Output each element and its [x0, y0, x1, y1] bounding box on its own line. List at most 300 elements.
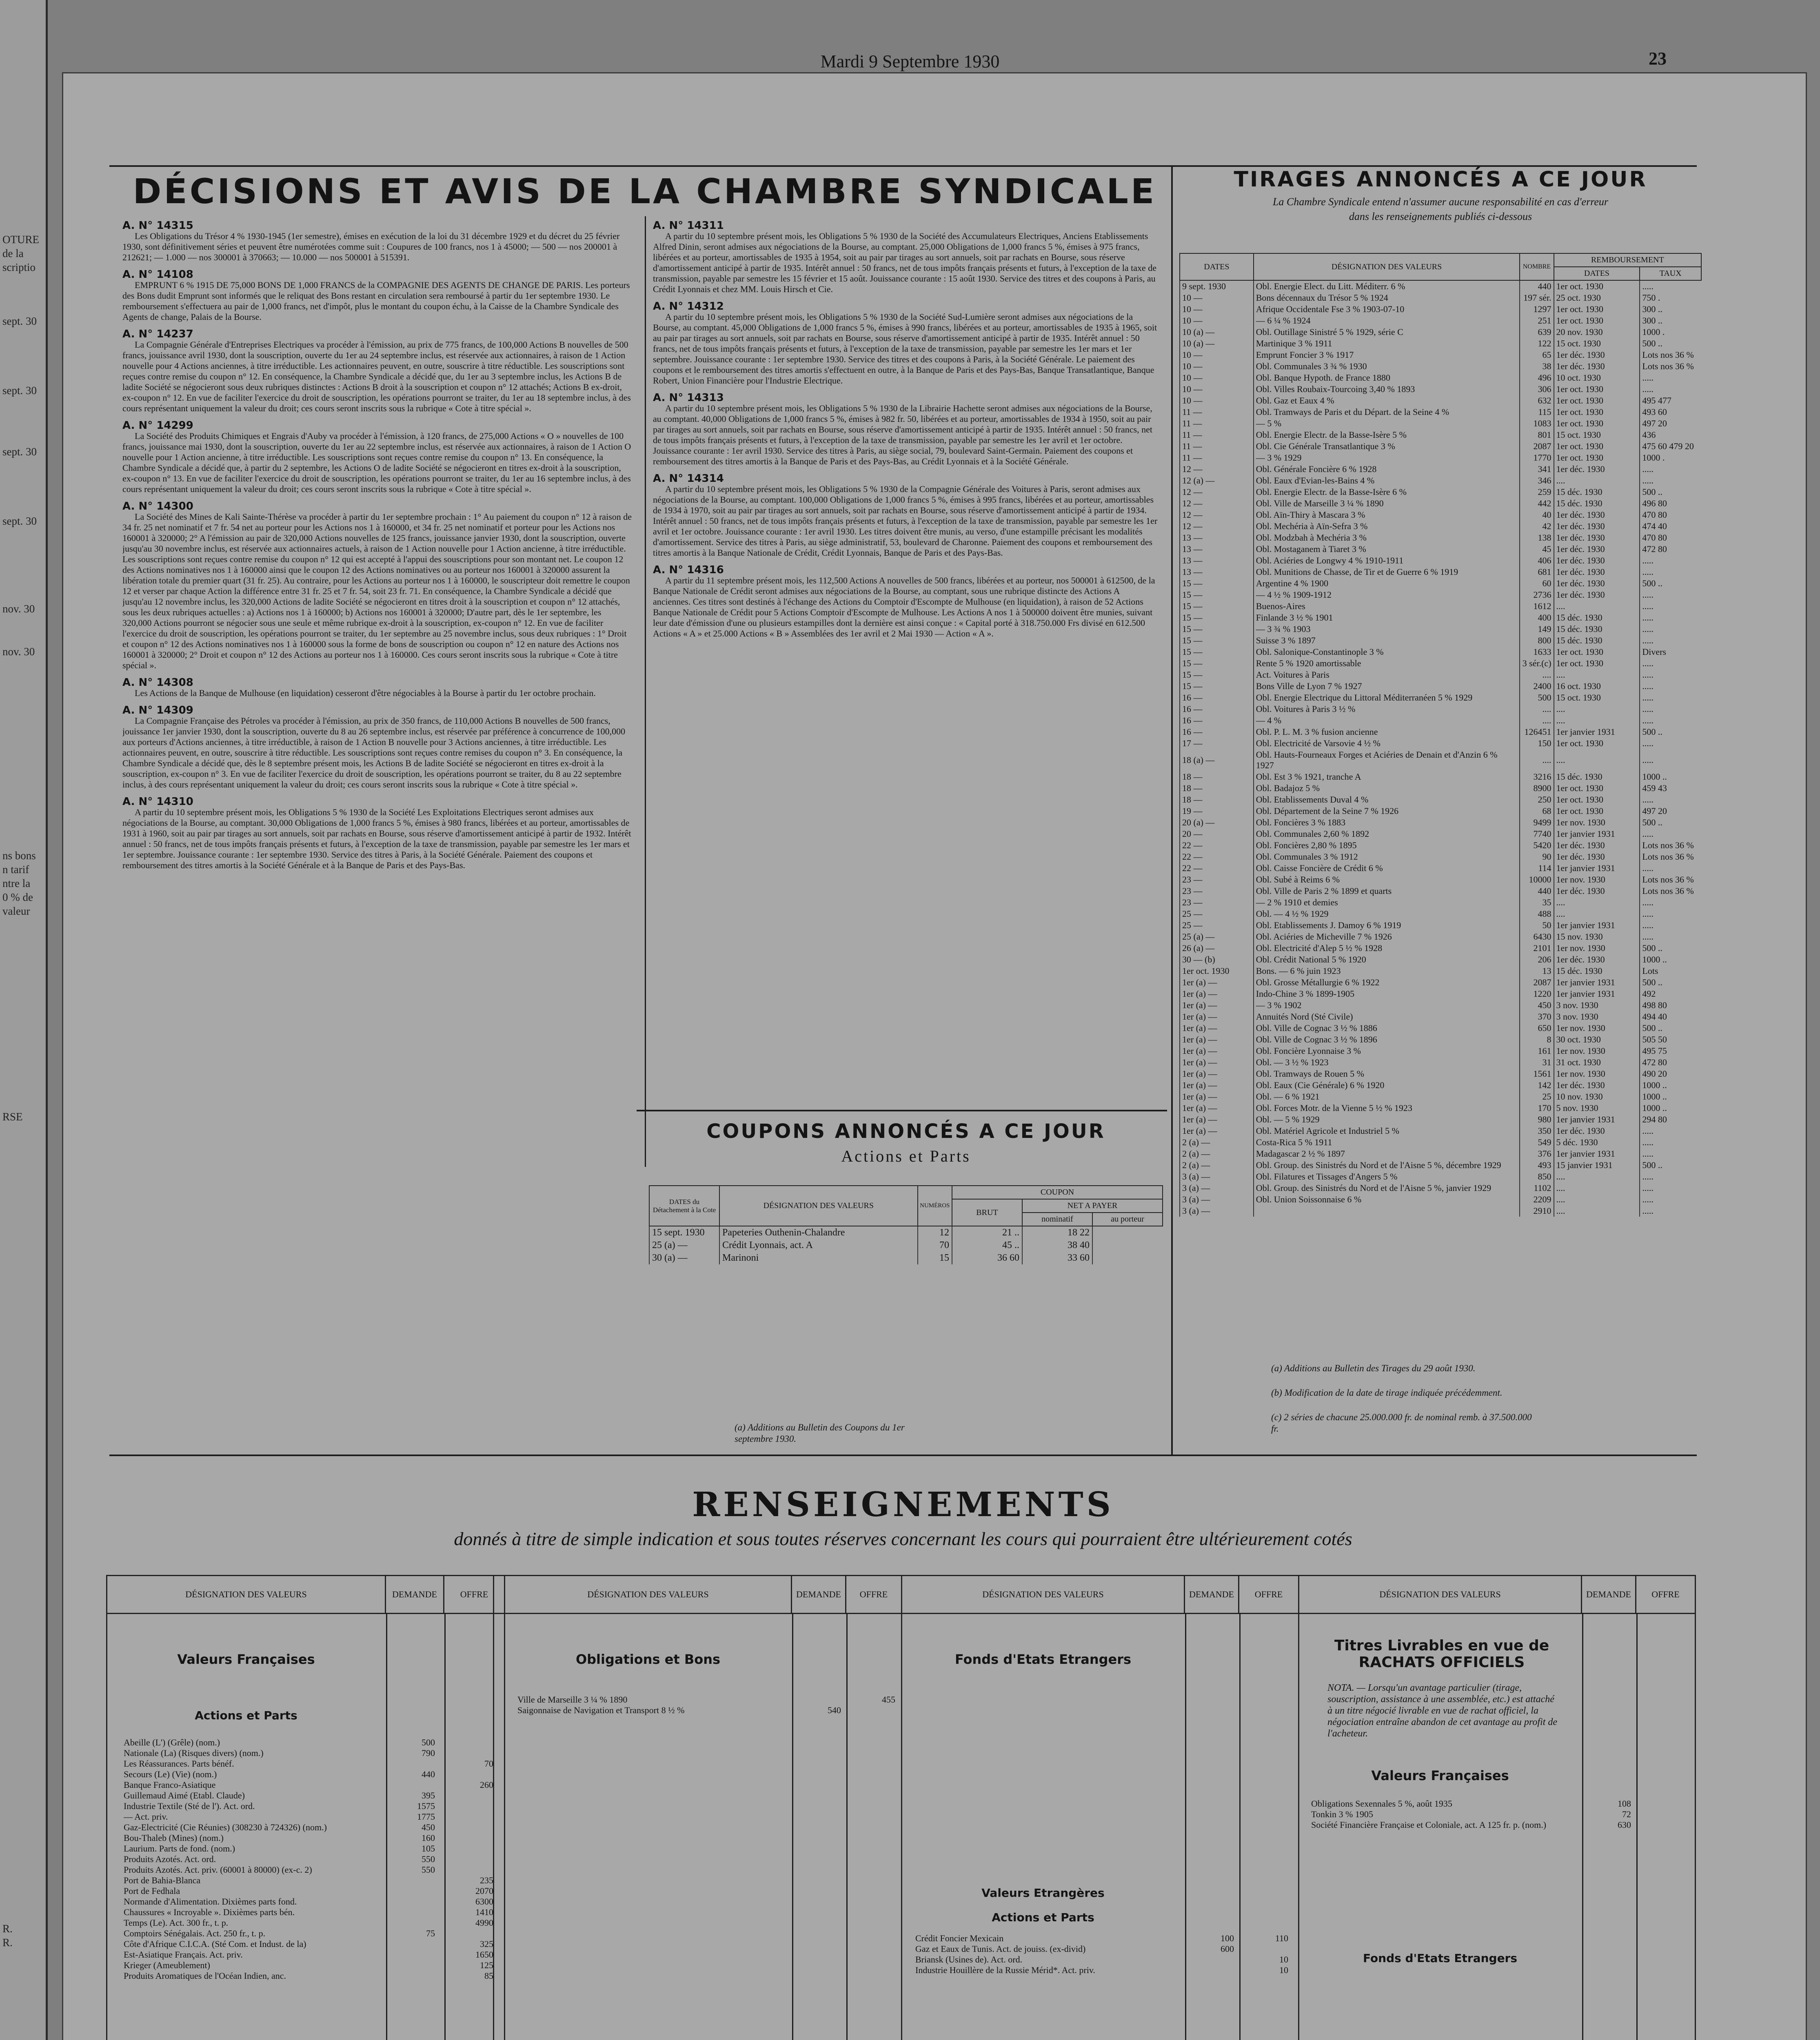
tirage-cell: 488: [1520, 908, 1554, 920]
tirage-cell: 1er déc. 1930: [1554, 578, 1640, 589]
value-offre: 260: [480, 1780, 493, 1790]
coupon-cell: Marinoni: [719, 1252, 918, 1264]
coupon-cell: 36 60: [952, 1252, 1022, 1264]
tirage-cell: .....: [1640, 1194, 1701, 1205]
tirage-cell: 23 —: [1180, 897, 1254, 908]
renseignements-subtitle: donnés à titre de simple indication et sous toutes réserves concernant les cours qui pourraient être ultérieurement cotés: [454, 1528, 1352, 1549]
tirage-cell: 500 ..: [1640, 486, 1701, 498]
margin-fragment: nov. 30: [2, 603, 35, 615]
value-demande: 395: [422, 1790, 435, 1801]
tirage-row: [1180, 885, 1701, 897]
tirage-row: [1180, 395, 1701, 406]
tirage-cell: ....: [1520, 669, 1554, 681]
tirage-cell: Lots: [1640, 965, 1701, 977]
tirage-cell: 114: [1520, 863, 1554, 874]
tirage-cell: 1er nov. 1930: [1554, 1045, 1640, 1057]
tirage-cell: 18 —: [1180, 771, 1254, 783]
tirage-cell: 10 —: [1180, 304, 1254, 315]
value-name: Produits Aromatiques de l'Océan Indien, anc.: [124, 1971, 286, 1981]
tirages-note: (a) Additions au Bulletin des Tirages du 29 août 1930.: [1271, 1363, 1476, 1373]
tirage-cell: ....: [1554, 715, 1640, 726]
notice-body: La Société des Produits Chimiques et Engrais d'Auby va procéder à l'émission, à 120 francs, de 275,000 Actions « O » nouvelles de 100 francs, jouissance mai 1930, dont la souscription, ouverte du 1er au 22 septembre inclus, est réservée aux actionnaires, à raison de 1 Action O nouvelle pour 1 Action ancienne, à titre irréductible. Les souscriptions sont reçues contre remise du coupon n° 13. En conséquence, la Chambre Syndicale a décidé que, à partir du 2 septembre, les Actions O de ladite Société se négocieront en titres ex-droit à la souscription, ex-coupon n° 13. En vue de faciliter l'exercice du droit de souscription, les opérations pourront se traiter, du 1er au 16 septembre inclus, à des cours représentant uniquement la valeur du droit; ces cours seront inscrits sous la rubrique « Cote à titre spécial ».: [122, 431, 631, 494]
tirage-cell: Obl. Eaux d'Evian-les-Bains 4 %: [1254, 475, 1520, 486]
tirage-row: [1180, 463, 1701, 475]
tirage-cell: ....: [1554, 703, 1640, 715]
tirage-cell: 1er oct. 1930: [1554, 738, 1640, 749]
tirage-cell: 1er déc. 1930: [1554, 509, 1640, 521]
tirage-row: [1180, 908, 1701, 920]
tirage-cell: 1633: [1520, 646, 1554, 658]
tirage-cell: Obl. Eaux (Cie Générale) 6 % 1920: [1254, 1080, 1520, 1091]
decisions-left-column: [122, 220, 633, 1220]
tirage-cell: 30 oct. 1930: [1554, 1034, 1640, 1045]
tirage-cell: 12 —: [1180, 486, 1254, 498]
tirage-cell: 1er oct. 1930: [1554, 658, 1640, 669]
tirage-cell: 2087: [1520, 977, 1554, 988]
col-header: nominatif: [1022, 1213, 1092, 1226]
value-demande: 105: [422, 1843, 435, 1854]
tirage-cell: 15 —: [1180, 578, 1254, 589]
tirage-cell: Afrique Occidentale Fse 3 % 1903-07-10: [1254, 304, 1520, 315]
tirage-cell: 450: [1520, 1000, 1554, 1011]
tirage-cell: 436: [1640, 429, 1701, 441]
tirage-cell: 11 —: [1180, 429, 1254, 441]
tirage-cell: 300 ..: [1640, 304, 1701, 315]
value-name: Produits Azotés. Act. priv. (60001 à 80000) (ex-c. 2): [124, 1865, 312, 1875]
tirage-cell: 149: [1520, 623, 1554, 635]
tirages-subtitle: dans les renseignements publiés ci-dessous: [1349, 211, 1532, 222]
value-demande: 108: [1618, 1798, 1631, 1809]
tirage-cell: 500: [1520, 692, 1554, 703]
tirage-cell: 16 —: [1180, 692, 1254, 703]
tirage-cell: 1er déc. 1930: [1554, 954, 1640, 965]
tirage-cell: 1er (a) —: [1180, 1034, 1254, 1045]
tirage-cell: 500 ..: [1640, 726, 1701, 738]
tirage-cell: 25 —: [1180, 920, 1254, 931]
tirage-cell: 1er oct. 1930: [1554, 805, 1640, 817]
tirage-cell: .....: [1640, 601, 1701, 612]
tirage-cell: 7740: [1520, 828, 1554, 840]
tirage-cell: 8900: [1520, 783, 1554, 794]
tirage-cell: 15 déc. 1930: [1554, 965, 1640, 977]
tirage-cell: 10 —: [1180, 395, 1254, 406]
tirage-cell: — 3 ¾ % 1903: [1254, 623, 1520, 635]
notice: [122, 796, 633, 871]
tirage-row: [1180, 988, 1701, 1000]
notice: [653, 565, 1159, 639]
coupon-cell: 18 22: [1022, 1226, 1092, 1239]
value-demande: 790: [422, 1748, 435, 1758]
value-demande: 550: [422, 1865, 435, 1875]
tirage-cell: 1er (a) —: [1180, 1045, 1254, 1057]
tirage-cell: 15 —: [1180, 601, 1254, 612]
tirage-cell: 470 80: [1640, 509, 1701, 521]
tirage-cell: 549: [1520, 1137, 1554, 1148]
col-header: DATES: [1554, 267, 1640, 280]
notice-head: A. N° 14313: [653, 392, 724, 404]
tirage-cell: 20 (a) —: [1180, 817, 1254, 828]
value-offre: 70: [484, 1758, 493, 1769]
value-name: Abeille (L') (Grêle) (nom.): [124, 1737, 220, 1747]
notice: [122, 329, 633, 414]
tirage-cell: 10 —: [1180, 349, 1254, 361]
tirage-row: [1180, 543, 1701, 555]
tirage-cell: 1er janvier 1931: [1554, 1114, 1640, 1125]
tirage-row: [1180, 361, 1701, 372]
col-header: COUPON: [952, 1186, 1163, 1199]
tirage-cell: 197 sér.: [1520, 292, 1554, 304]
coupon-row: [649, 1252, 1163, 1264]
tirage-cell: 11 —: [1180, 418, 1254, 429]
tirage-cell: 497 20: [1640, 805, 1701, 817]
tirage-row: [1180, 874, 1701, 885]
tirage-row: [1180, 965, 1701, 977]
tirage-cell: 16 oct. 1930: [1554, 681, 1640, 692]
tirage-row: [1180, 532, 1701, 543]
tirage-cell: 25 oct. 1930: [1554, 292, 1640, 304]
tirage-row: [1180, 1205, 1701, 1217]
tirage-cell: Obl. Outillage Sinistré 5 % 1929, série C: [1254, 326, 1520, 338]
tirage-cell: 495 75: [1640, 1045, 1701, 1057]
tirage-cell: Obl. Ville de Cognac 3 ½ % 1886: [1254, 1022, 1520, 1034]
col-header: NOMBRE: [1520, 253, 1554, 280]
tirage-row: [1180, 1057, 1701, 1068]
tirage-cell: 1220: [1520, 988, 1554, 1000]
tirage-cell: 1er déc. 1930: [1554, 851, 1640, 863]
value-name: Crédit Foncier Mexicain: [915, 1933, 1004, 1943]
tirage-cell: Obl. Banque Hypoth. de France 1880: [1254, 372, 1520, 384]
tirage-cell: Obl. Energie Electr. de la Basse-Isère 5 %: [1254, 429, 1520, 441]
notice-head: A. N° 14300: [122, 500, 193, 512]
tirage-cell: .....: [1640, 658, 1701, 669]
coupon-cell: 21 ..: [952, 1226, 1022, 1239]
tirage-cell: 1000 ..: [1640, 954, 1701, 965]
tirage-row: [1180, 1160, 1701, 1171]
tirage-cell: 1er déc. 1930: [1554, 463, 1640, 475]
tirage-cell: 259: [1520, 486, 1554, 498]
tirage-cell: 3 (a) —: [1180, 1182, 1254, 1194]
tirage-cell: 10 —: [1180, 361, 1254, 372]
tirage-cell: — 2 % 1910 et demies: [1254, 897, 1520, 908]
tirage-cell: 505 50: [1640, 1034, 1701, 1045]
tirage-row: [1180, 406, 1701, 418]
renseignements-table: [106, 1575, 1696, 2040]
tirage-cell: ....: [1554, 749, 1640, 771]
tirage-cell: [1254, 1205, 1520, 1217]
value-offre: 235: [480, 1875, 493, 1885]
tirage-cell: 376: [1520, 1148, 1554, 1160]
tirage-cell: 1561: [1520, 1068, 1554, 1080]
notice-body: A partir du 10 septembre présent mois, les Obligations 5 % 1930 de la Société des Accumulateurs Electriques, Anciens Etablissements Alfred Dinin, seront admises aux négociations de la Bourse, au comptant. 25,000 Obligations de 1,000 francs 5 %, émises à 975 francs, libérées et au porteur, amortissables de 1935 à 1954, soit au pair par tirages au sort annuels, soit par rachats en Bourse, sous réserve d'amortissement anticipé à partir de 1935. Intérêt annuel : 50 francs, net de tous impôts français présents et futurs, à l'exception de la taxe de transmission, payable par semestre les 15 février et 15 août. Jouissance courante : 15 août 1930. Service des titres et des coupons à Paris, au Crédit Lyonnais et chez MM. Louis Hirsch et Cie.: [653, 231, 1157, 294]
tirage-cell: — 3 % 1929: [1254, 452, 1520, 463]
tirage-cell: ....: [1520, 749, 1554, 771]
tirage-row: [1180, 726, 1701, 738]
tirage-cell: 1er nov. 1930: [1554, 942, 1640, 954]
tirage-row: [1180, 1171, 1701, 1182]
margin-fragment: sept. 30: [2, 446, 37, 458]
page-number: 23: [1649, 49, 1667, 69]
tirage-cell: 2087: [1520, 441, 1554, 452]
tirage-cell: Obl. — 5 % 1929: [1254, 1114, 1520, 1125]
tirage-cell: 400: [1520, 612, 1554, 623]
tirage-cell: Obl. Matériel Agricole et Industriel 5 %: [1254, 1125, 1520, 1137]
tirage-cell: 1er janvier 1931: [1554, 977, 1640, 988]
coupon-cell: 33 60: [1022, 1252, 1092, 1264]
tirage-cell: Obl. Voitures à Paris 3 ½ %: [1254, 703, 1520, 715]
tirage-cell: 1er (a) —: [1180, 1022, 1254, 1034]
tirage-cell: 22 —: [1180, 851, 1254, 863]
tirage-cell: 126451: [1520, 726, 1554, 738]
tirage-cell: 19 —: [1180, 805, 1254, 817]
value-name: Côte d'Afrique C.I.C.A. (Sté Com. et Indust. de la): [124, 1939, 306, 1949]
tirage-row: [1180, 749, 1701, 771]
tirage-cell: .....: [1640, 715, 1701, 726]
tirage-cell: 15 —: [1180, 635, 1254, 646]
value-demande: 440: [422, 1769, 435, 1779]
tirage-cell: Obl. Modzbah à Mechéria 3 %: [1254, 532, 1520, 543]
tirage-cell: 1er déc. 1930: [1554, 361, 1640, 372]
tirage-cell: 42: [1520, 521, 1554, 532]
tirage-cell: 1er (a) —: [1180, 1091, 1254, 1102]
tirage-cell: 13 —: [1180, 543, 1254, 555]
notice-head: A. N° 14314: [653, 472, 724, 485]
tirage-cell: 1er oct. 1930: [1554, 315, 1640, 326]
notice-body: A partir du 10 septembre présent mois, les Obligations 5 % 1930 de la Société Sud-Lumière seront admises aux négociations de la Bourse, au comptant. 45,000 Obligations de 1,000 francs 5 %, émises à 990 francs, libérées et au porteur, amortissables de 1935 à 1965, soit au pair par tirages au sort annuels, soit par rachats en Bourse, sous réserve d'amortissement anticipé à partir de 1935. Intérêt annuel : 50 francs, net de tous impôts français présents et futurs, à l'exception de la taxe de transmission, payable par semestre les 1er mars et 1er septembre. Jouissance courante : 1er septembre 1930. Service des titres et des coupons à Paris, à la Société Générale. Le paiement des coupons et le remboursement des titres amortis s'effectuent en outre, à la Banque de Paris et des Pays-Bas, Banque Transatlantique, Banque Robert, Union Financière pour l'Industrie Electrique.: [653, 312, 1157, 386]
tirage-row: [1180, 452, 1701, 463]
value-name: Laurium. Parts de fond. (nom.): [124, 1843, 235, 1854]
tirage-row: [1180, 840, 1701, 851]
tirage-row: [1180, 863, 1701, 874]
tirage-row: [1180, 566, 1701, 578]
tirage-cell: — 4 %: [1254, 715, 1520, 726]
tirage-cell: 26 (a) —: [1180, 942, 1254, 954]
margin-fragment: R. R.: [2, 1922, 13, 1949]
tirage-cell: — 6 ¼ % 1924: [1254, 315, 1520, 326]
tirage-cell: 1er (a) —: [1180, 1102, 1254, 1114]
tirage-cell: 12 —: [1180, 521, 1254, 532]
tirage-cell: Obl. Foncière Lyonnaise 3 %: [1254, 1045, 1520, 1057]
tirage-row: [1180, 1000, 1701, 1011]
tirage-row: [1180, 429, 1701, 441]
tirage-cell: 498 80: [1640, 1000, 1701, 1011]
tirage-cell: 38: [1520, 361, 1554, 372]
tirage-cell: .....: [1640, 1148, 1701, 1160]
value-demande: 500: [422, 1737, 435, 1747]
coupons-title: COUPONS ANNONCÉS A CE JOUR: [706, 1120, 1105, 1143]
tirage-cell: 1102: [1520, 1182, 1554, 1194]
tirage-cell: 494 40: [1640, 1011, 1701, 1022]
tirage-cell: .....: [1640, 681, 1701, 692]
tirage-cell: 1er déc. 1930: [1554, 589, 1640, 601]
tirage-cell: 306: [1520, 384, 1554, 395]
tirage-cell: 9 sept. 1930: [1180, 280, 1254, 292]
tirage-cell: Obl. Caisse Foncière de Crédit 6 %: [1254, 863, 1520, 874]
coupon-cell: Papeteries Outhenin-Chalandre: [719, 1226, 918, 1239]
tirage-row: [1180, 897, 1701, 908]
value-offre: 85: [484, 1971, 493, 1981]
col-header: DATES du Détachement à la Cote: [649, 1186, 719, 1226]
tirage-cell: 681: [1520, 566, 1554, 578]
tirage-cell: Annuités Nord (Sté Civile): [1254, 1011, 1520, 1022]
tirage-row: [1180, 1125, 1701, 1137]
value-offre: 2070: [475, 1886, 493, 1896]
tirage-cell: Obl. Mostaganem à Tiaret 3 %: [1254, 543, 1520, 555]
tirage-cell: — 4 ½ % 1909-1912: [1254, 589, 1520, 601]
tirage-cell: .....: [1640, 897, 1701, 908]
col-header: DÉSIGNATION DES VALEURS: [505, 1576, 792, 1614]
tirage-cell: 801: [1520, 429, 1554, 441]
value-name: Ville de Marseille 3 ¼ % 1890: [517, 1694, 628, 1705]
tirage-cell: Obl. Cie Générale Transatlantique 3 %: [1254, 441, 1520, 452]
tirage-cell: Obl. Crédit National 5 % 1920: [1254, 954, 1520, 965]
coupon-row: [649, 1226, 1163, 1239]
coupon-cell: [1092, 1226, 1163, 1239]
tirage-cell: 12 —: [1180, 498, 1254, 509]
notice-head: A. N° 14299: [122, 419, 193, 432]
tirage-cell: Finlande 3 ½ % 1901: [1254, 612, 1520, 623]
tirage-row: [1180, 326, 1701, 338]
tirage-cell: 650: [1520, 1022, 1554, 1034]
tirage-cell: 2209: [1520, 1194, 1554, 1205]
tirage-cell: Obl. Département de la Seine 7 % 1926: [1254, 805, 1520, 817]
coupons-table: [649, 1185, 1163, 1264]
col-header: DEMANDE: [1185, 1576, 1239, 1614]
tirage-cell: Obl. Filatures et Tissages d'Angers 5 %: [1254, 1171, 1520, 1182]
tirage-cell: 500 ..: [1640, 942, 1701, 954]
tirage-row: [1180, 669, 1701, 681]
tirage-cell: 13 —: [1180, 532, 1254, 543]
tirage-cell: Obl. Hauts-Fourneaux Forges et Aciéries de Denain et d'Anzin 6 % 1927: [1254, 749, 1520, 771]
tirage-cell: .....: [1640, 863, 1701, 874]
tirage-cell: Obl. Ville de Cognac 3 ½ % 1896: [1254, 1034, 1520, 1045]
tirage-cell: Obl. Energie Electr. de la Basse-Isère 6 %: [1254, 486, 1520, 498]
col-header: OFFRE: [1636, 1576, 1695, 1614]
tirage-cell: .....: [1640, 908, 1701, 920]
tirage-cell: 1083: [1520, 418, 1554, 429]
tirage-cell: ....: [1520, 703, 1554, 715]
tirage-cell: 12 (a) —: [1180, 475, 1254, 486]
tirage-cell: .....: [1640, 1182, 1701, 1194]
tirage-cell: 3 nov. 1930: [1554, 1000, 1640, 1011]
tirage-row: [1180, 1137, 1701, 1148]
tirage-row: [1180, 612, 1701, 623]
tirage-cell: 50: [1520, 920, 1554, 931]
margin-fragment: OTURE de la scriptio: [2, 233, 39, 273]
tirage-cell: 138: [1520, 532, 1554, 543]
tirage-cell: 15 déc. 1930: [1554, 498, 1640, 509]
tirage-cell: Obl. Mechéria à Aïn-Sefra 3 %: [1254, 521, 1520, 532]
tirage-cell: 493 60: [1640, 406, 1701, 418]
tirage-cell: 406: [1520, 555, 1554, 566]
tirage-cell: Suisse 3 % 1897: [1254, 635, 1520, 646]
tirage-cell: Obl. Electricité de Varsovie 4 ½ %: [1254, 738, 1520, 749]
tirage-cell: .....: [1640, 566, 1701, 578]
tirage-cell: 15 —: [1180, 669, 1254, 681]
value-offre: 455: [882, 1694, 895, 1705]
tirage-cell: 15 déc. 1930: [1554, 623, 1640, 635]
notice: [653, 220, 1159, 295]
tirages-table: [1179, 253, 1702, 1217]
section-heading: Titres Livrables en vue de RACHATS OFFICIELS: [1334, 1637, 1549, 1671]
tirage-row: [1180, 1182, 1701, 1194]
value-name: Gaz et Eaux de Tunis. Act. de jouiss. (ex-divid): [915, 1944, 1086, 1954]
tirage-cell: .....: [1640, 692, 1701, 703]
tirage-cell: 15 déc. 1930: [1554, 771, 1640, 783]
tirage-cell: 15 —: [1180, 612, 1254, 623]
tirage-cell: 15 —: [1180, 646, 1254, 658]
value-name: Guillemaud Aimé (Etabl. Claude): [124, 1790, 245, 1801]
tirage-cell: 1er janvier 1931: [1554, 828, 1640, 840]
tirage-cell: .....: [1640, 280, 1701, 292]
tirage-cell: 1er oct. 1930: [1554, 384, 1640, 395]
tirage-cell: 800: [1520, 635, 1554, 646]
tirage-cell: 1297: [1520, 304, 1554, 315]
tirage-cell: 10000: [1520, 874, 1554, 885]
tirage-row: [1180, 681, 1701, 692]
section-heading: Fonds d'Etats Etrangers: [954, 1652, 1132, 1667]
tirage-row: [1180, 1091, 1701, 1102]
tirage-row: [1180, 349, 1701, 361]
col-header: NET A PAYER: [1022, 1199, 1163, 1213]
value-offre: 325: [480, 1939, 493, 1949]
tirage-cell: .....: [1640, 635, 1701, 646]
tirage-cell: .....: [1640, 589, 1701, 601]
col-header: OFFRE: [846, 1576, 901, 1614]
tirage-cell: 1er déc. 1930: [1554, 885, 1640, 897]
tirage-cell: 2 (a) —: [1180, 1160, 1254, 1171]
tirage-cell: .....: [1640, 669, 1701, 681]
tirage-row: [1180, 1011, 1701, 1022]
tirage-cell: 1er janvier 1931: [1554, 1148, 1640, 1160]
tirage-cell: Lots nos 36 %: [1640, 349, 1701, 361]
value-name: Nationale (La) (Risques divers) (nom.): [124, 1748, 264, 1758]
tirage-cell: Obl. Tramways de Rouen 5 %: [1254, 1068, 1520, 1080]
notice-body: A partir du 11 septembre présent mois, les 112,500 Actions A nouvelles de 500 francs, libérées et au porteur, nos 500001 à 612500, de la Banque Nationale de Crédit seront admises aux négociations de la Bourse, au comptant, sous une rubrique distincte des Actions A anciennes. Ces titres sont destinés à l'échange des Actions du Comptoir d'Escompte de Mulhouse (en liquidation), à raison de 52 Actions Banque Nationale de Crédit pour 5 Actions Comptoir d'Escompte de Mulhouse. Les Actions A nos 1 à 500000 doivent être munies, suivant leur date d'émission d'une ou plusieurs estampilles dont la dernière est ainsi conçue : « Capital porté à 318.750.000 Frs divisé en 612.500 Actions « A » et 25.000 Actions « B » Assemblées des 1er avril et 2 Mai 1930 — Action « A ».: [653, 575, 1155, 639]
tirage-cell: 493: [1520, 1160, 1554, 1171]
tirage-cell: Obl. Group. des Sinistrés du Nord et de l'Aisne 5 %, décembre 1929: [1254, 1160, 1520, 1171]
tirage-cell: 11 —: [1180, 441, 1254, 452]
tirage-cell: 10 —: [1180, 292, 1254, 304]
tirage-cell: 90: [1520, 851, 1554, 863]
tirage-row: [1180, 1068, 1701, 1080]
tirage-cell: Obl. Est 3 % 1921, tranche A: [1254, 771, 1520, 783]
value-name: Port de Bahia-Blanca: [124, 1875, 201, 1885]
value-name: Banque Franco-Asiatique: [124, 1780, 216, 1790]
tirage-cell: 11 —: [1180, 452, 1254, 463]
tirage-row: [1180, 555, 1701, 566]
tirage-cell: .....: [1640, 384, 1701, 395]
tirage-row: [1180, 738, 1701, 749]
tirage-cell: 22 —: [1180, 840, 1254, 851]
tirage-cell: 1er déc. 1930: [1554, 532, 1640, 543]
value-demande: 72: [1622, 1809, 1631, 1819]
notice: [653, 301, 1159, 386]
tirage-cell: 122: [1520, 338, 1554, 349]
tirage-cell: Obl. Communales 3 ¾ % 1930: [1254, 361, 1520, 372]
value-name: Industrie Textile (Sté de l'). Act. ord.: [124, 1801, 255, 1811]
tirage-cell: 17 —: [1180, 738, 1254, 749]
tirage-cell: 472 80: [1640, 543, 1701, 555]
tirage-cell: Bons. — 6 % juin 1923: [1254, 965, 1520, 977]
notice: [122, 677, 633, 698]
tirage-cell: Bons décennaux du Trésor 5 % 1924: [1254, 292, 1520, 304]
col-header: DÉSIGNATION DES VALEURS: [107, 1576, 386, 1614]
tirage-row: [1180, 475, 1701, 486]
tirage-cell: 1000 .: [1640, 326, 1701, 338]
tirage-cell: Obl. Communales 2,60 % 1892: [1254, 828, 1520, 840]
margin-fragment: sept. 30: [2, 384, 37, 397]
value-name: Produits Azotés. Act. ord.: [124, 1854, 216, 1864]
